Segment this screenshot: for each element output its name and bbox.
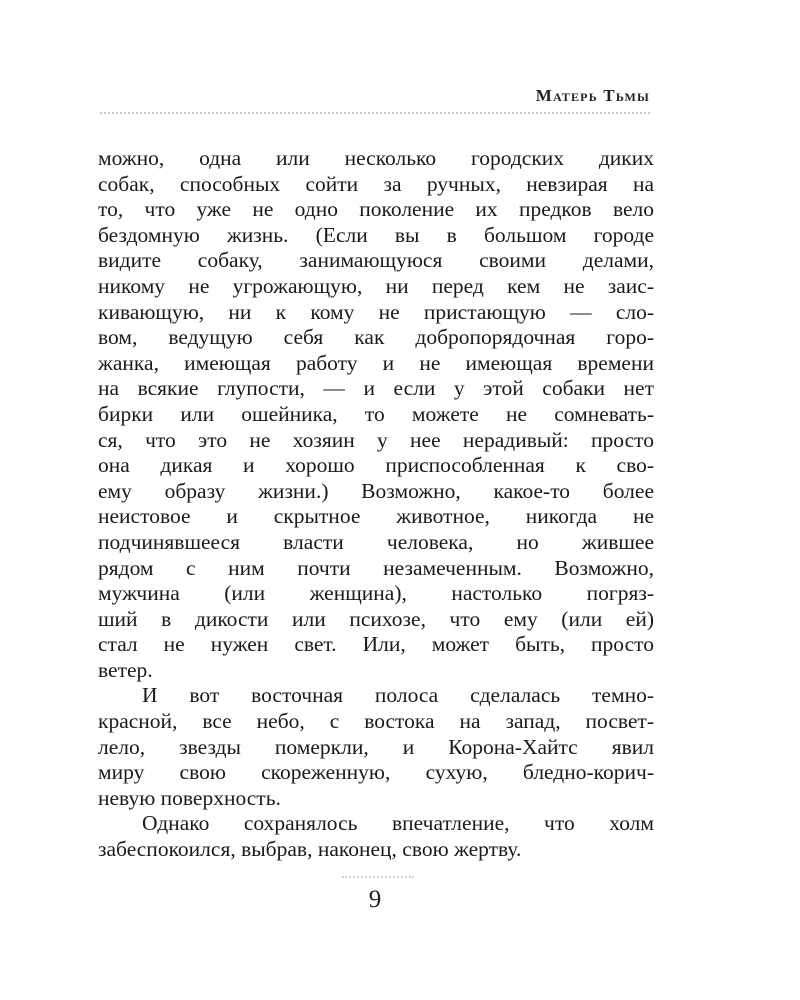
- text-line: бездомную жизнь. (Если вы в большом городе: [98, 222, 654, 247]
- text-line: ший в дикости или психозе, что ему (или ей): [98, 606, 654, 631]
- text-line: можно, одна или несколько городских диких: [98, 146, 654, 170]
- text-line: ему образу жизни.) Возможно, какое-то более: [98, 478, 654, 503]
- text-line: видите собаку, занимающуюся своими делами,: [98, 248, 654, 273]
- text-line: ветер.: [98, 657, 153, 682]
- text-line: никому не угрожающую, ни перед кем не заис-: [98, 273, 654, 298]
- text-line: невую поверхность.: [98, 785, 281, 810]
- text-line: И вот восточная полоса сделалась темно-: [142, 683, 654, 708]
- text-line: то, что уже не одно поколение их предков вело: [98, 197, 654, 222]
- header-dotted-rule: [100, 112, 650, 114]
- text-line: стал не нужен свет. Или, может быть, просто: [98, 632, 654, 657]
- body-text: [98, 146, 654, 863]
- text-line: на всякие глупости, — и если у этой собаки нет: [98, 376, 654, 401]
- text-line: забеспокоился, выбрав, наконец, свою жертву.: [98, 837, 522, 862]
- text-line: лело, звезды померкли, и Корона-Хайтс явил: [98, 734, 654, 759]
- text-line: красной, все небо, с востока на запад, посвет-: [98, 709, 654, 734]
- text-line: кивающую, ни к кому не пристающую — сло-: [98, 299, 654, 324]
- text-line: собак, способных сойти за ручных, невзирая на: [98, 171, 654, 196]
- footer-dotted-rule: [342, 876, 414, 878]
- text-line: неистовое и скрытное животное, никогда не: [98, 504, 654, 529]
- text-line: подчинявшееся власти человека, но жившее: [98, 529, 654, 554]
- text-line: миру свою скореженную, сухую, бледно-корич-: [98, 760, 654, 785]
- text-line: вом, ведущую себя как добропорядочная горо-: [98, 325, 654, 350]
- running-head-title: Матерь Тьмы: [535, 86, 650, 105]
- text-line: Однако сохранялось впечатление, что холм: [142, 811, 654, 836]
- text-line: она дикая и хорошо приспособленная к сво-: [98, 453, 654, 478]
- page-number: 9: [368, 886, 382, 913]
- text-line: ся, что это не хозяин у нее нерадивый: просто: [98, 427, 654, 452]
- text-line: мужчина (или женщина), настолько погряз-: [98, 581, 654, 606]
- text-line: бирки или ошейника, то можете не сомневать-: [98, 401, 654, 426]
- text-line: рядом с ним почти незамеченным. Возможно,: [98, 555, 654, 580]
- text-line: жанка, имеющая работу и не имеющая времени: [98, 350, 654, 375]
